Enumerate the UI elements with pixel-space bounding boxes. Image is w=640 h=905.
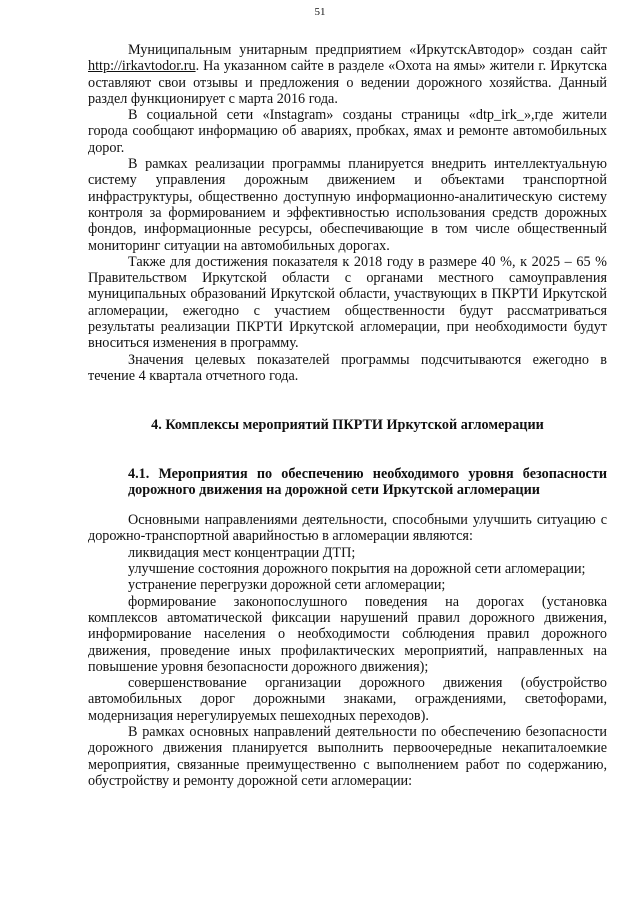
paragraph-indicator-targets: Также для достижения показателя к 2018 году в размере 40 %, к 2025 – 65 % Правительством Иркутской области с органами местного самоуправления муниципальных образований Иркутской области, участвующих в ПКРТИ Иркутской агломерации, ежегодно с участием общественности будут рассматриваться результаты реализации ПКРТИ Иркутской агломерации, при необходимости будут вноситься изменения в программу.: [88, 253, 607, 352]
list-item: ликвидация мест концентрации ДТП;: [128, 544, 356, 561]
subsection-heading-line-2: дорожного движения на дорожной сети Иркутской агломерации: [128, 481, 540, 498]
paragraph-indicator-calculation: Значения целевых показателей программы подсчитываются ежегодно в течение 4 квартала отчетного года.: [88, 351, 607, 384]
paragraph-instagram: В социальной сети «Instagram» созданы страницы «dtp_irk_»,где жители города сообщают информацию об авариях, пробках, ямах и ремонте автомобильных дорог.: [88, 107, 607, 156]
list-item: устранение перегрузки дорожной сети агломерации;: [128, 577, 446, 594]
section-heading: 4. Комплексы мероприятий ПКРТИ Иркутской агломерации: [151, 417, 544, 434]
paragraph-priority-measures: В рамках основных направлений деятельности по обеспечению безопасности дорожного движения планируется выполнить первоочередные некапиталоемкие мероприятия, связанные преимущественно с выполнением работ по содержанию, обустройству и ремонту дорожной сети агломерации:: [88, 723, 607, 789]
list-item: улучшение состояния дорожного покрытия на дорожной сети агломерации;: [128, 561, 586, 578]
paragraph-text: Муниципальным унитарным предприятием «ИркутскАвтодор» создан сайт: [128, 42, 607, 58]
page-number: 51: [314, 6, 326, 18]
paragraph-directions-intro: Основными направлениями деятельности, способными улучшить ситуацию с дорожно-транспортной аварийностью в агломерации являются:: [88, 512, 607, 545]
subsection-heading: [88, 466, 607, 499]
paragraph-text: . На указанном сайте в разделе «Охота на ямы» жители г. Иркутска оставляют свои отзывы и предложения о ведении дорожного хозяйства. Данный раздел функционирует с марта 2016 года.: [88, 58, 607, 107]
paragraph-intelligent-system: В рамках реализации программы планируется внедрить интеллектуальную систему управления дорожным движением и объектами транспортной инфраструктуры, общественно доступную информационно-аналитическую систему контроля за формированием и эффективностью использования средств дорожных фондов, информационные ресурсы, обеспечивающие в том числе общественный мониторинг ситуации на автомобильных дорогах.: [88, 156, 607, 254]
irkavtodor-link[interactable]: http://irkavtodor.ru: [88, 58, 196, 75]
list-item: совершенствование организации дорожного движения (обустройство автомобильных дорог дорожными знаками, ограждениями, светофорами, модернизация нерегулируемых пешеходных переходов).: [88, 675, 607, 724]
page-body: [88, 42, 607, 789]
paragraph-irkavtodor-site: [88, 42, 607, 107]
subsection-heading-line-1: 4.1. Мероприятия по обеспечению необходимого уровня безопасности: [128, 465, 607, 482]
list-item: формирование законопослушного поведения на дорогах (установка комплексов автоматической фиксации нарушений правил дорожного движения, информирование населения о необходимости соблюдения правил дорожного движения, проведение иных профилактических мероприятий, направленных на повышение уровня безопасности дорожного движения);: [88, 593, 607, 675]
